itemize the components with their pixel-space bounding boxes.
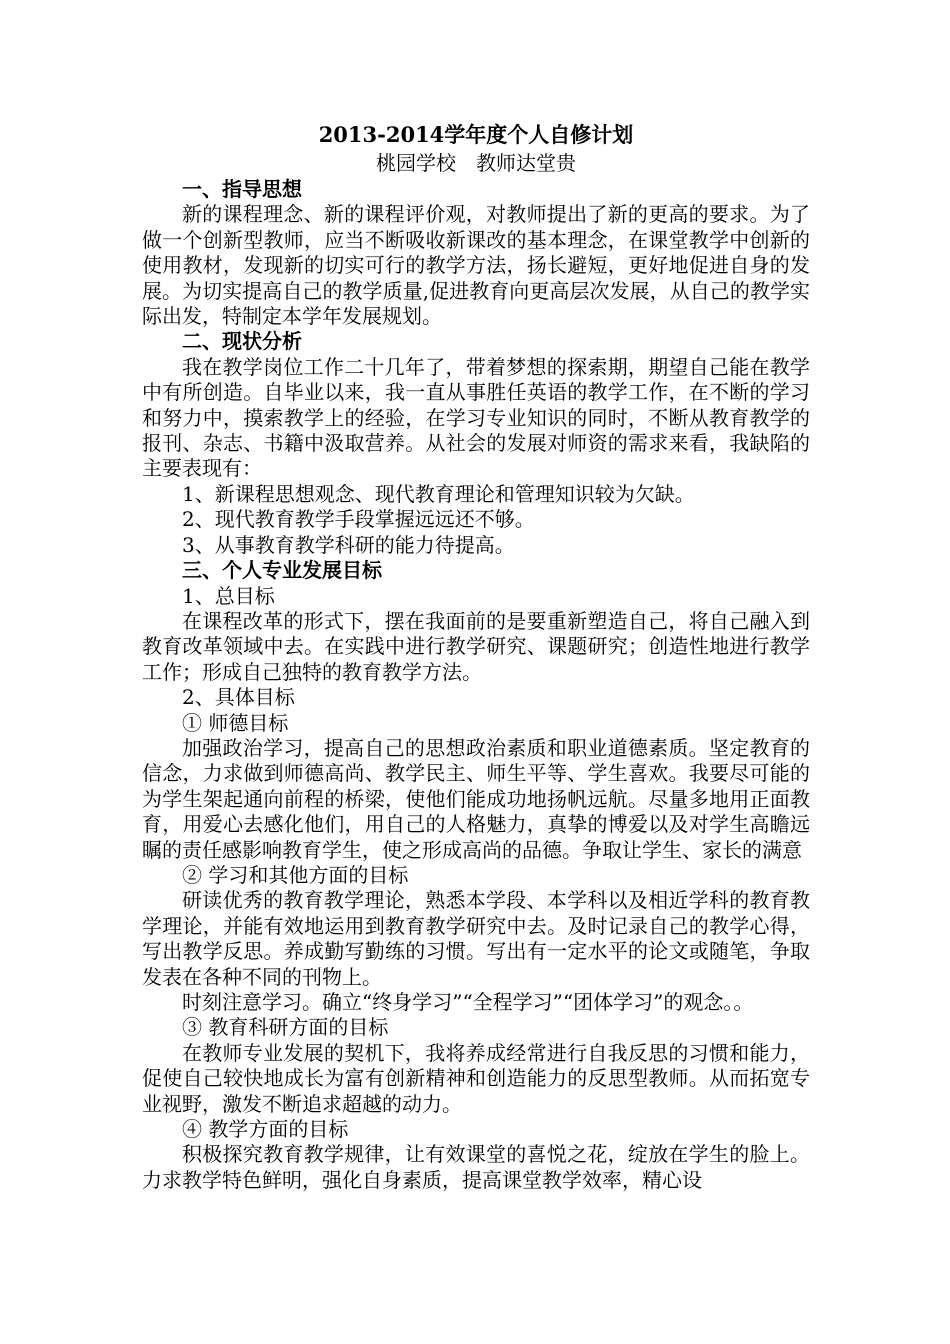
paragraph: 加强政治学习，提高自己的思想政治素质和职业道德素质。坚定教育的信念，力求做到师德高尚、教学民主、师生平等、学生喜欢。我要尽可能的为学生架起通向前程的桥梁，使他们能成功地扬帆远航。尽量多地用正面教育，用爱心去感化他们，用自己的人格魅力，真挚的博爱以及对学生高瞻远瞩的责任感影响教育学生，使之形成高尚的品德。争取让学生、家长的满意 bbox=[142, 735, 810, 862]
document-blocks bbox=[142, 177, 810, 1193]
paragraph: 积极探究教育教学规律，让有效课堂的喜悦之花，绽放在学生的脸上。力求教学特色鲜明，强化自身素质，提高课堂教学效率，精心设 bbox=[142, 1142, 810, 1192]
paragraph: 研读优秀的教育教学理论，熟悉本学段、本学科以及相近学科的教育教学理论，并能有效地运用到教育教学研究中去。及时记录自己的教学心得，写出教学反思。养成勤写勤练的习惯。写出有一定水平的论文或随笔，争取发表在各种不同的刊物上。 bbox=[142, 888, 810, 989]
paragraph: 在课程改革的形式下，摆在我面前的是要重新塑造自己，将自己融入到教育改革领域中去。在实践中进行教学研究、课题研究；创造性地进行教学工作；形成自己独特的教育教学方法。 bbox=[142, 608, 810, 684]
paragraph: 在教师专业发展的契机下，我将养成经常进行自我反思的习惯和能力，促使自己较快地成长为富有创新精神和创造能力的反思型教师。从而拓宽专业视野，激发不断追求超越的动力。 bbox=[142, 1040, 810, 1116]
paragraph: ① 师德目标 bbox=[182, 710, 289, 735]
paragraph: 3、从事教育教学科研的能力待提高。 bbox=[182, 532, 515, 557]
paragraph: ④ 教学方面的目标 bbox=[182, 1117, 349, 1142]
paragraph: 时刻注意学习。确立“终身学习”“全程学习”“团体学习”的观念。。 bbox=[182, 990, 754, 1014]
paragraph: 1、新课程思想观念、现代教育理论和管理知识较为欠缺。 bbox=[182, 481, 695, 506]
paragraph: 我在教学岗位工作二十几年了，带着梦想的探索期，期望自己能在教学中有所创造。自毕业以来，我一直从事胜任英语的教学工作，在不断的学习和努力中，摸索教学上的经验，在学习专业知识的同时，不断从教育教学的报刊、杂志、书籍中汲取营养。从社会的发展对师资的需求来看，我缺陷的主要表现有： bbox=[142, 354, 810, 481]
paragraph: 2、现代教育教学手段掌握远远还不够。 bbox=[182, 507, 535, 532]
paragraph: ③ 教育科研方面的目标 bbox=[182, 1015, 389, 1040]
section-heading: 二、现状分析 bbox=[182, 329, 302, 354]
document-subtitle: 桃园学校 教师达堂贵 bbox=[376, 151, 576, 175]
document-body bbox=[142, 120, 810, 1193]
section-heading: 三、个人专业发展目标 bbox=[182, 558, 382, 583]
paragraph: 1、总目标 bbox=[182, 583, 275, 608]
document-title: 2013-2014学年度个人自修计划 bbox=[318, 122, 634, 147]
paragraph: 2、具体目标 bbox=[182, 685, 295, 710]
paragraph: ② 学习和其他方面的目标 bbox=[182, 862, 409, 887]
paragraph: 新的课程理念、新的课程评价观，对教师提出了新的更高的要求。为了做一个创新型教师，应当不断吸收新课改的基本理念，在课堂教学中创新的使用教材，发现新的切实可行的教学方法，扬长避短，更好地促进自身的发展。为切实提高自己的教学质量,促进教育向更高层次发展，从自己的教学实际出发，特制定本学年发展规划。 bbox=[142, 202, 810, 329]
section-heading: 一、指导思想 bbox=[182, 177, 302, 201]
